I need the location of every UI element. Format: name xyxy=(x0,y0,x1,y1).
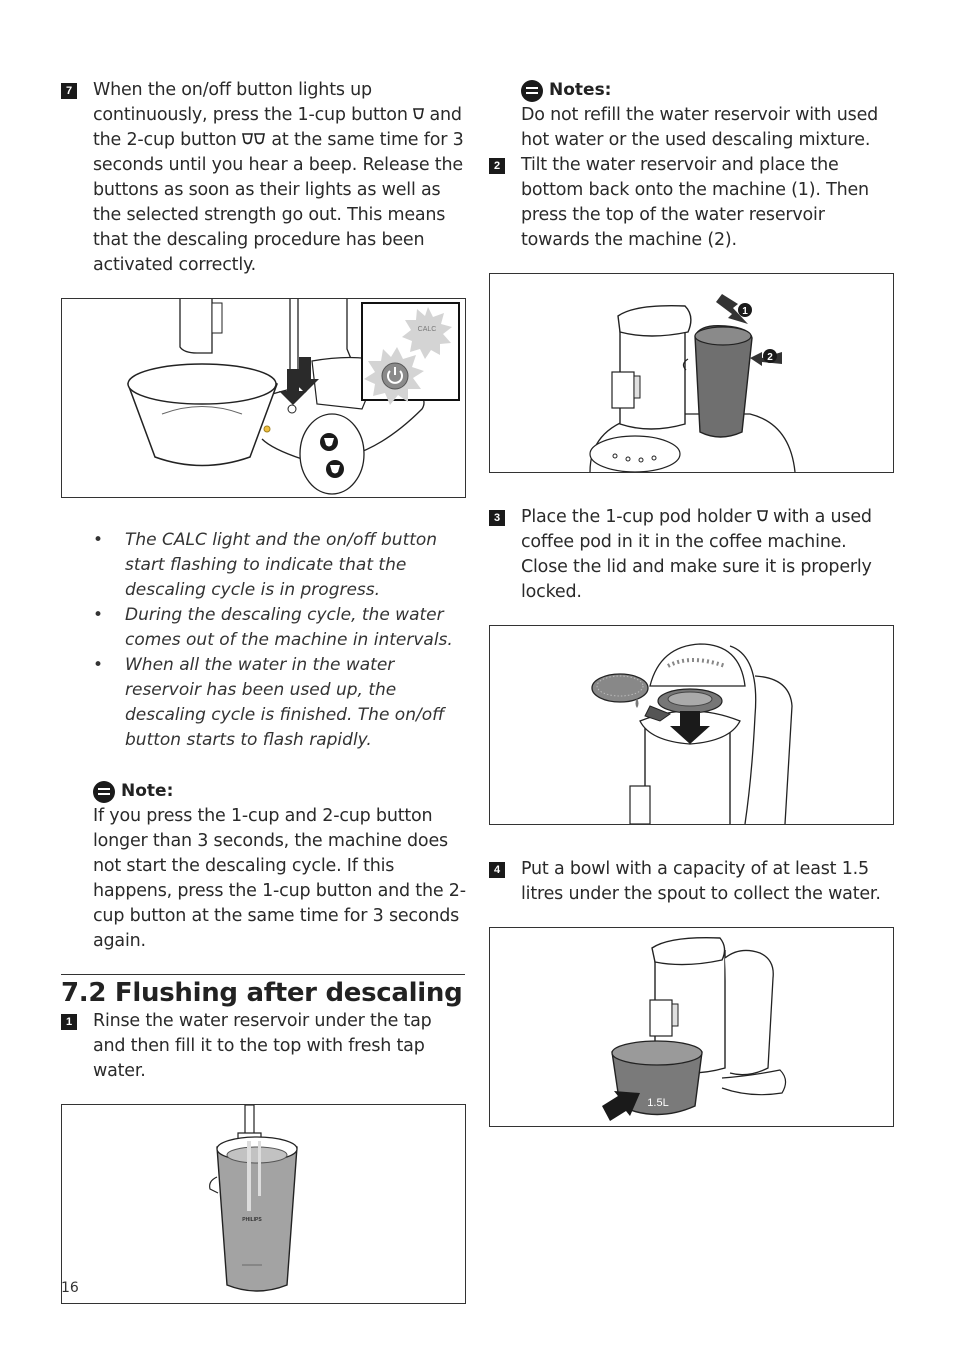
one-cup-icon xyxy=(413,108,424,121)
notes-title: Notes: xyxy=(549,80,612,100)
bullet-item: • The CALC light and the on/off button start flashing to indicate that the descaling cycle is in progress. xyxy=(93,528,467,603)
bullet-item: • During the descaling cycle, the water comes out of the machine in intervals. xyxy=(93,603,467,653)
step-1-text: Rinse the water reservoir under the tap and then fill it to the top with fresh tap water. xyxy=(93,1011,432,1081)
section-title: 7.2 Flushing after descaling xyxy=(61,974,465,1009)
step-7-text-a: When the on/off button lights up continuously, press the 1-cup button xyxy=(93,80,408,125)
step-number: 4 xyxy=(489,862,505,878)
pod-holder-illustration xyxy=(490,626,893,824)
brand-label: PHILIPS xyxy=(242,1217,262,1223)
note-heading xyxy=(93,779,467,804)
bowl-spout-illustration xyxy=(490,928,893,1126)
step-3 xyxy=(489,505,895,605)
step-3-text-b: with a used coffee pod in it in the coffee machine. Close the lid and make sure it is properly locked. xyxy=(521,507,872,602)
step-7-text-b: and the 2-cup button xyxy=(93,105,462,150)
step-3-text-a: Place the 1-cup pod holder xyxy=(521,507,752,527)
step-4-text: Put a bowl with a capacity of at least 1.5 litres under the spout to collect the water. xyxy=(521,859,881,904)
one-cup-icon xyxy=(757,510,768,523)
note-text: If you press the 1-cup and 2-cup button longer than 3 seconds, the machine does not start the descaling cycle. If this happens, press the 1-cup button and the 2-cup button at the same time for 3 seconds again. xyxy=(93,806,466,951)
bowl-capacity-label: 1.5L xyxy=(647,1097,669,1109)
notes-heading xyxy=(489,78,895,103)
step-2 xyxy=(489,153,895,253)
figure-pod-holder xyxy=(489,625,894,825)
note-block xyxy=(61,779,467,954)
step-7-text-c: at the same time for 3 seconds until you hear a beep. Release the buttons as soon as their lights as well as the selected strength go out. This means that the descaling procedure has been activated correctly. xyxy=(93,130,464,275)
page-number: 16 xyxy=(61,1280,79,1296)
figure-bowl-spout xyxy=(489,927,894,1127)
step-number: 7 xyxy=(61,83,77,99)
step-4 xyxy=(489,857,895,907)
step-7 xyxy=(61,78,467,278)
callout-1: 1 xyxy=(742,306,748,317)
reservoir-tap-illustration xyxy=(62,1105,465,1303)
reservoir-placement-illustration xyxy=(490,274,893,472)
right-column xyxy=(489,78,895,1127)
calc-light-label: CALC xyxy=(417,326,437,333)
two-cup-icon xyxy=(242,133,266,146)
step-number: 2 xyxy=(489,158,505,174)
figure-reservoir-tap xyxy=(61,1104,466,1304)
left-column xyxy=(61,78,467,1304)
notes-block xyxy=(489,78,895,153)
note-icon xyxy=(521,80,543,102)
machine-bowl-illustration xyxy=(62,299,465,497)
step-number: 3 xyxy=(489,510,505,526)
bullet-item: • When all the water in the water reservoir has been used up, the descaling cycle is finished. The on/off button starts to flash rapidly. xyxy=(93,653,467,753)
figure-bowl-buttons xyxy=(61,298,466,498)
note-icon xyxy=(93,781,115,803)
status-bullets xyxy=(61,528,467,753)
figure-reservoir-placement xyxy=(489,273,894,473)
note-title: Note: xyxy=(121,781,174,801)
step-1 xyxy=(61,1009,467,1084)
notes-text: Do not refill the water reservoir with used hot water or the used descaling mixture. xyxy=(521,105,879,150)
step-2-text: Tilt the water reservoir and place the bottom back onto the machine (1). Then press the top of the water reservoir towards the machine (2). xyxy=(521,155,869,250)
step-number: 1 xyxy=(61,1014,77,1030)
callout-2: 2 xyxy=(767,352,773,363)
